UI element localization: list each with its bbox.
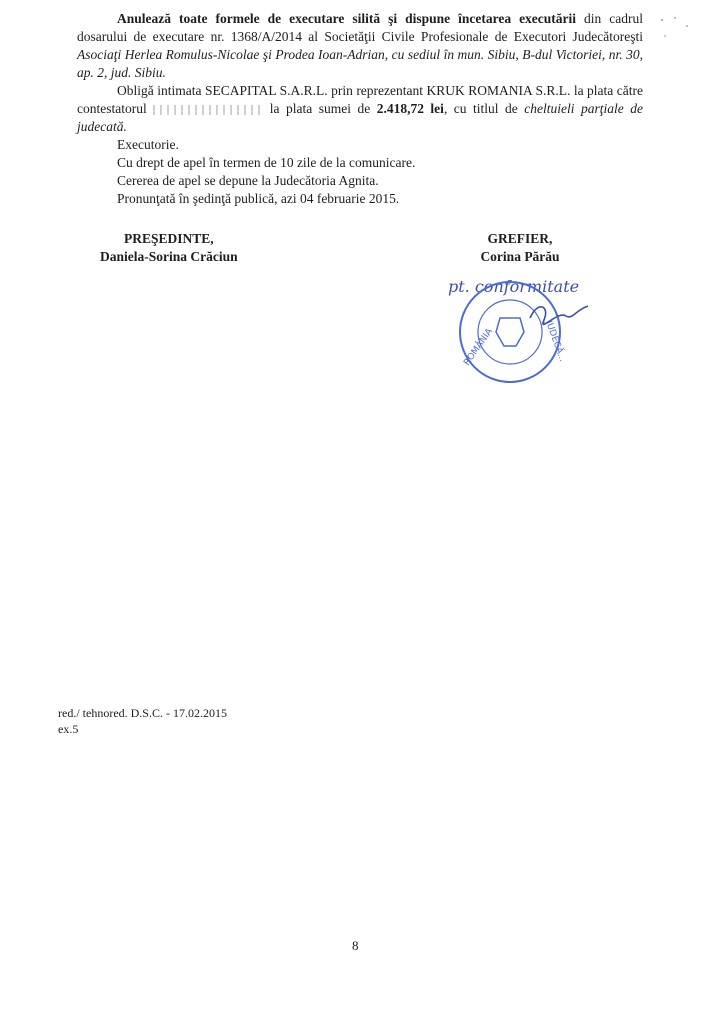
- paragraph-italic: Asociaţi Herlea Romulus-Nicolae şi Prodea Ioan-Adrian, cu sediul în mun. Sibiu, B-dul Victoriei, nr. 30, ap. 2, jud. Sibiu.: [77, 47, 643, 80]
- amount-value: 2.418,72 lei: [376, 101, 444, 116]
- signature-grefier: [470, 230, 570, 266]
- footer-line-exemplare: ex.5: [58, 722, 79, 736]
- stamp-text-left: ROMÂNIA: [462, 326, 496, 368]
- paragraph-text: din cadrul dosarului de executare nr. 1368/A/2014 al Societăţii Civile Profesionale de Executori Judecătoreşti: [77, 11, 644, 44]
- line-pronuntata: Pronunţată în şedinţă publică, azi 04 februarie 2015.: [117, 191, 400, 206]
- scan-specks: [657, 12, 697, 42]
- paragraph-obliga: [77, 82, 643, 136]
- signature-right-name: Corina Părău: [480, 249, 560, 264]
- signature-left-name: Daniela-Sorina Crăciun: [100, 249, 238, 264]
- line-cerere: Cererea de apel se depune la Judecătoria Agnita.: [117, 173, 379, 188]
- signature-left-title: PREŞEDINTE,: [123, 231, 214, 246]
- paragraph-anuleaza: [77, 10, 643, 82]
- signature-presedinte: [100, 230, 238, 266]
- footer-line-redactare: red./ tehnored. D.S.C. - 17.02.2015: [58, 706, 227, 720]
- paragraph-obliga-italic: cheltuieli parţiale de judecată.: [77, 101, 644, 134]
- paragraph-obliga-after: , cu titlul de: [443, 101, 518, 116]
- redacted-name: [153, 105, 263, 115]
- stamp-outer-ring: [460, 282, 560, 382]
- court-stamp: [438, 270, 608, 385]
- stamp-text-right: JUDECĂ...: [543, 319, 568, 364]
- paragraph-obliga-start: Obligă intimata SECAPITAL S.A.R.L. prin reprezentant KRUK ROMANIA S.R.L. la plata către contestatorul: [77, 83, 643, 116]
- footer-note: [58, 705, 227, 737]
- line-apel: Cu drept de apel în termen de 10 zile de la comunicare.: [117, 155, 416, 170]
- line-executorie: Executorie.: [117, 137, 179, 152]
- document-body: [77, 10, 643, 208]
- paragraph-obliga-mid: la plata sumei de: [269, 101, 371, 116]
- page-number: 8: [352, 938, 359, 953]
- paragraph-bold-lead: Anulează toate formele de executare silită şi dispune încetarea executării: [117, 11, 577, 26]
- signature-right-title: GREFIER,: [487, 231, 553, 246]
- stamp-handwriting: pt. conformitate: [448, 277, 580, 296]
- stamp-crest-icon: [496, 318, 524, 346]
